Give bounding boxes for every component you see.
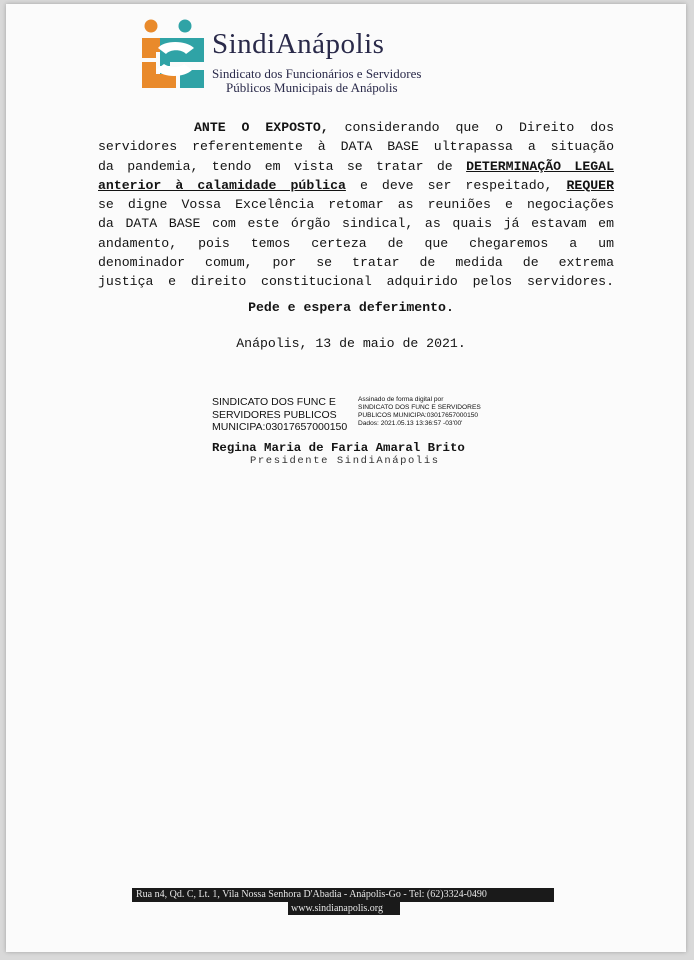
body-line-2: servidores referentemente à DATA BASE ultrapassa a situação (98, 139, 614, 155)
signature-detail-line: Assinado de forma digital por (358, 396, 444, 403)
date-line: Anápolis, 13 de maio de 2021. (236, 336, 466, 351)
determinacao-legal-text: DETERMINAÇÃO LEGAL (466, 158, 614, 174)
body-line-5: se digne Vossa Excelência retomar as reuniões e negociações (98, 197, 614, 213)
letterhead-tagline-1: Sindicato dos Funcionários e Servidores (212, 66, 422, 81)
body-line-3 (98, 157, 614, 176)
body-line-9: justiça e direito constitucional adquirido pelos servidores. (98, 274, 614, 290)
footer-website: www.sindianapolis.org (288, 902, 400, 915)
document-page (6, 4, 686, 952)
body-line-8: denominador comum, por se tratar de medida de extrema (98, 255, 614, 271)
body-line-6: da DATA BASE com este órgão sindical, as quais já estavam em (98, 216, 614, 232)
requer-text: REQUER (566, 177, 614, 193)
sindianapolis-logo-icon (136, 18, 208, 90)
signature-name-line: SINDICATO DOS FUNC E (212, 396, 336, 408)
signature-detail-line: Dados: 2021.05.13 13:36:57 -03'00' (358, 420, 463, 427)
signature-detail-line: PUBLICOS MUNICIPA:03017657000150 (358, 412, 479, 419)
body-line-7: andamento, pois temos certeza de que chegaremos a um (98, 235, 614, 251)
body-line-1 (98, 118, 614, 137)
signer-role: Presidente SindiAnápolis (250, 455, 440, 467)
signer-name: Regina Maria de Faria Amaral Brito (212, 441, 465, 455)
body-text: da pandemia, tendo em vista se tratar de (98, 158, 467, 174)
signature-name-line: SERVIDORES PUBLICOS (212, 408, 337, 421)
letterhead-tagline-2: Públicos Municipais de Anápolis (226, 80, 398, 95)
body-line-4 (98, 176, 614, 195)
signature-name-line: MUNICIPA:03017657000150 (212, 421, 348, 433)
calamidade-publica-text: anterior à calamidade pública (98, 177, 346, 193)
digital-signature-name (212, 396, 347, 434)
digital-signature-details (358, 396, 481, 428)
body-paragraph (98, 118, 614, 292)
body-text: e deve ser respeitado, (345, 177, 567, 193)
signature-detail-line: SINDICATO DOS FUNC E SERVIDORES (358, 404, 481, 411)
footer-address: Rua n4, Qd. C, Lt. 1, Vila Nossa Senhora D'Abadia - Anápolis-Go - Tel: (62)3324-0490 (132, 888, 554, 902)
ante-o-exposto-text: ANTE O EXPOSTO, (194, 120, 329, 135)
body-text: considerando que o Direito dos (328, 120, 614, 135)
closing-request: Pede e espera deferimento. (248, 300, 454, 315)
letterhead-brand: SindiAnápolis (212, 28, 385, 60)
